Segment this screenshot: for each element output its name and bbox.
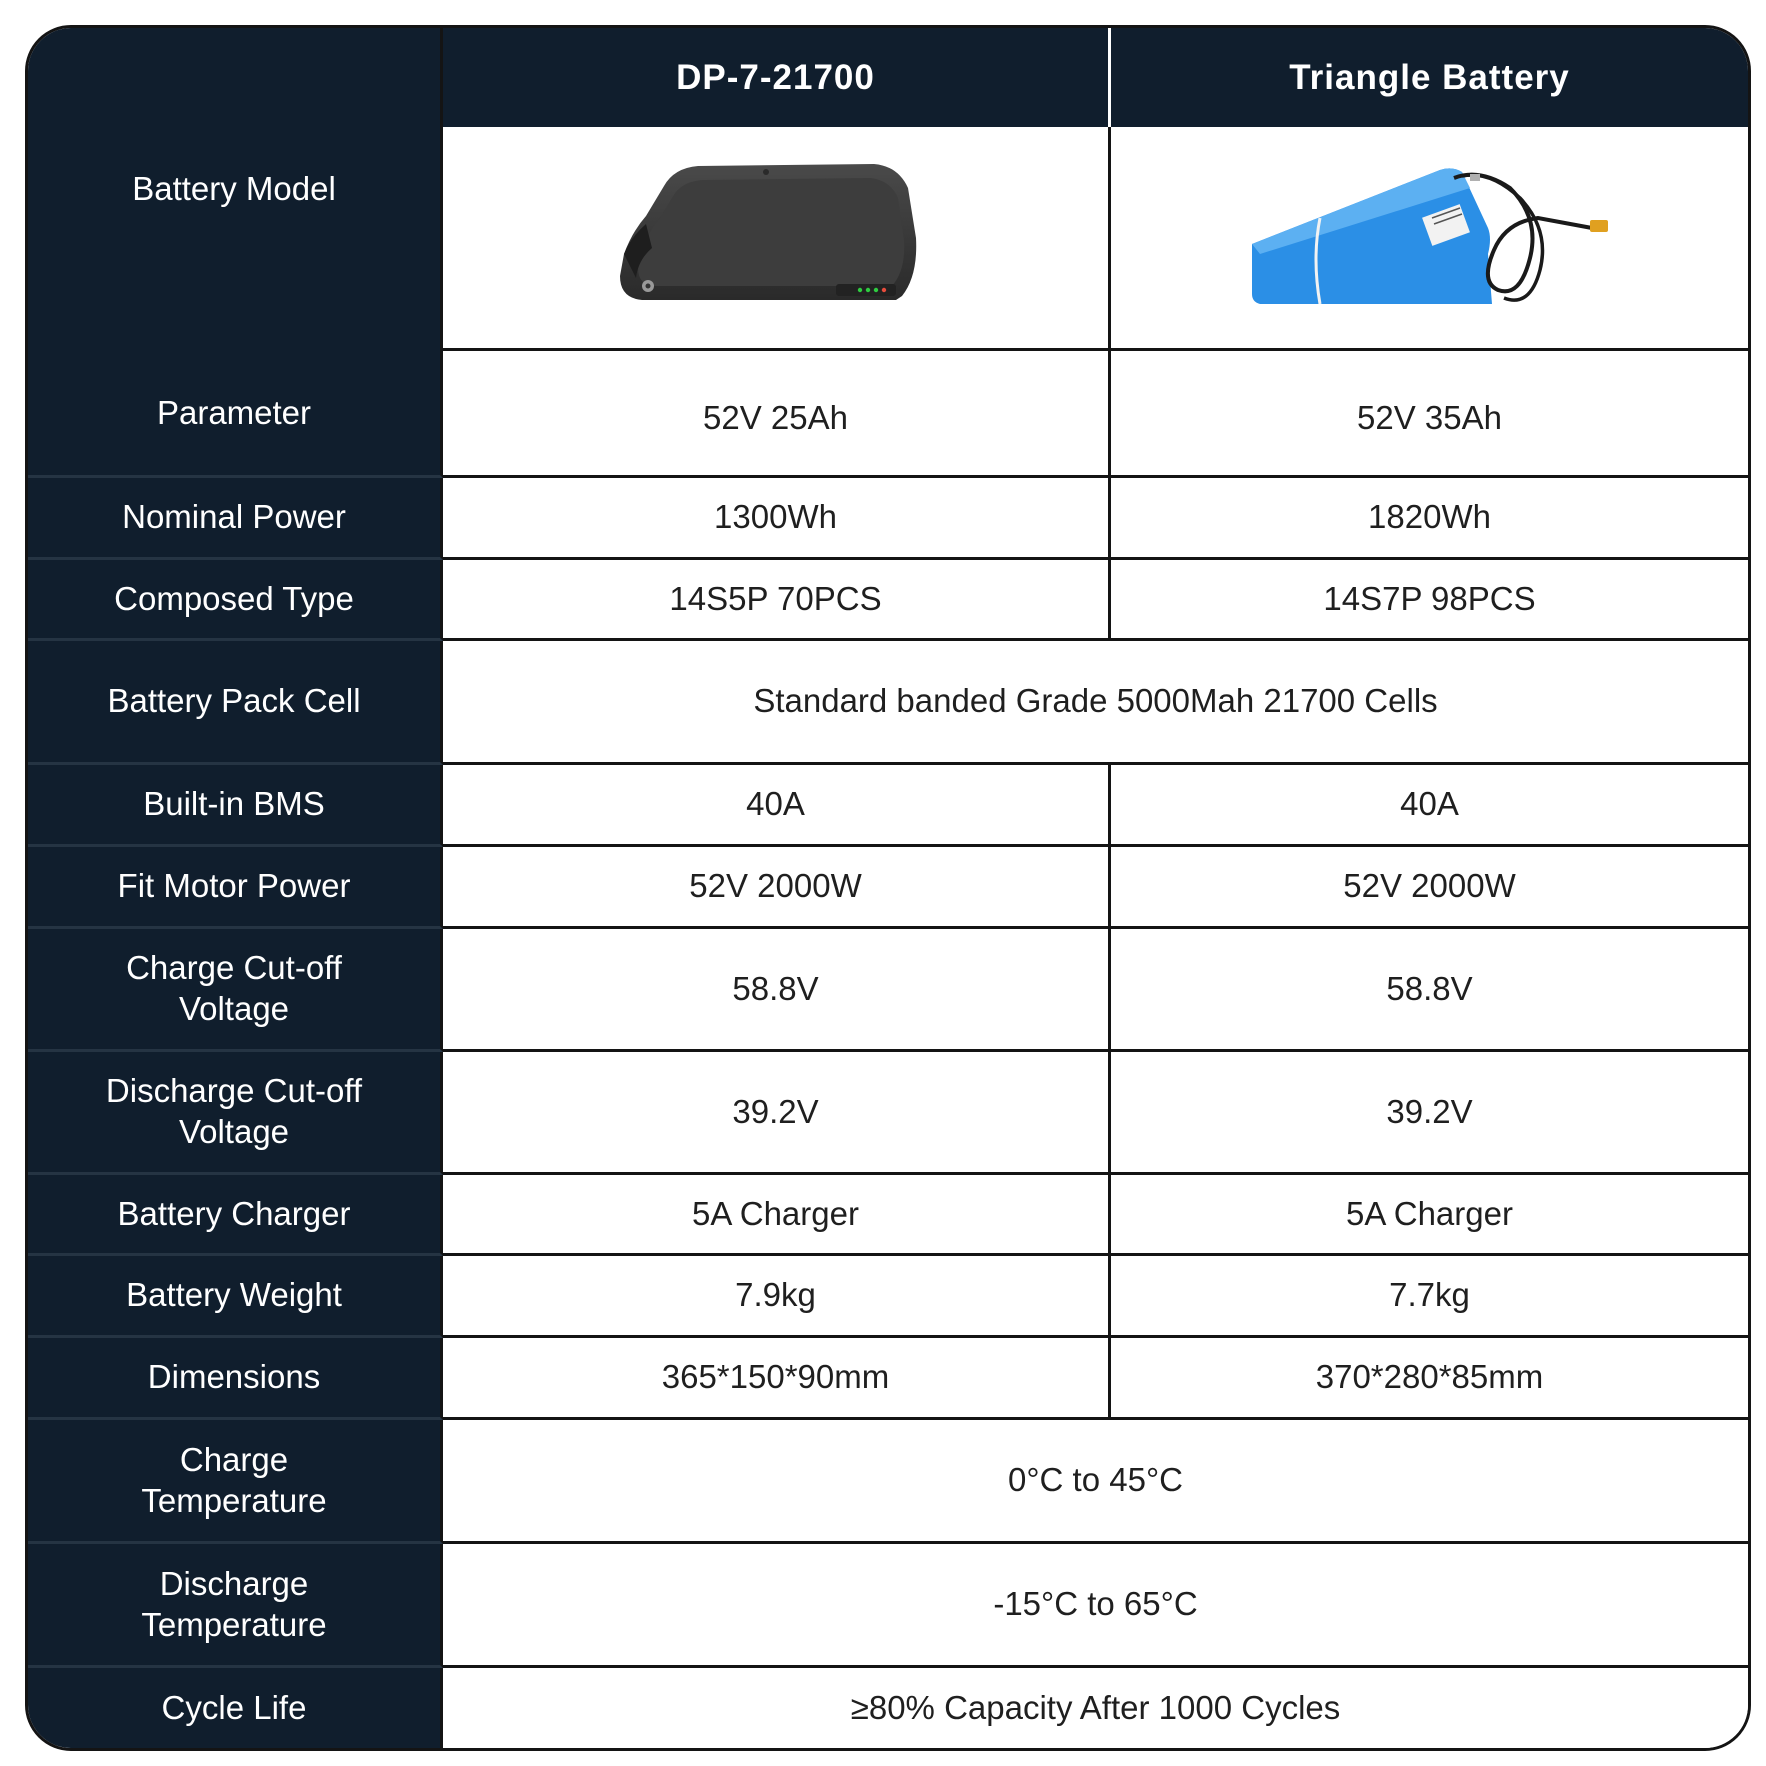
row-label-fit-motor-power: Fit Motor Power <box>28 847 443 929</box>
downtube-battery-icon <box>616 158 936 318</box>
column-header-dp-7-21700: DP-7-21700 <box>443 28 1111 127</box>
triangle-battery-image-cell <box>1111 127 1748 351</box>
parameter-value-2: 52V 35Ah <box>1111 351 1748 478</box>
row-label-battery-pack-cell: Battery Pack Cell <box>28 641 443 765</box>
spec-comparison-table <box>25 25 1751 1751</box>
spec-grid <box>28 28 1748 1748</box>
built-in-bms-value-1: 40A <box>443 765 1111 847</box>
charge-temperature-value: 0°C to 45°C <box>443 1420 1748 1544</box>
composed-type-value-2: 14S7P 98PCS <box>1111 560 1748 641</box>
charge-cut-off-voltage-value-1: 58.8V <box>443 929 1111 1052</box>
downtube-battery-image-cell <box>443 127 1111 351</box>
row-label-battery-charger: Battery Charger <box>28 1175 443 1256</box>
dimensions-value-1: 365*150*90mm <box>443 1338 1111 1420</box>
battery-weight-value-1: 7.9kg <box>443 1256 1111 1338</box>
fit-motor-power-value-2: 52V 2000W <box>1111 847 1748 929</box>
charge-cut-off-voltage-value-2: 58.8V <box>1111 929 1748 1052</box>
row-label-nominal-power: Nominal Power <box>28 478 443 560</box>
row-label-composed-type: Composed Type <box>28 560 443 641</box>
nominal-power-value-1: 1300Wh <box>443 478 1111 560</box>
fit-motor-power-value-1: 52V 2000W <box>443 847 1111 929</box>
discharge-cut-off-voltage-value-1: 39.2V <box>443 1052 1111 1175</box>
nominal-power-value-2: 1820Wh <box>1111 478 1748 560</box>
built-in-bms-value-2: 40A <box>1111 765 1748 847</box>
row-label-battery-model: Battery Model <box>28 28 443 351</box>
row-label-discharge-cut-off-voltage: Discharge Cut-off Voltage <box>28 1052 443 1175</box>
discharge-temperature-value: -15°C to 65°C <box>443 1544 1748 1668</box>
row-label-charge-temperature: Charge Temperature <box>28 1420 443 1544</box>
cycle-life-value: ≥80% Capacity After 1000 Cycles <box>443 1668 1748 1748</box>
discharge-cut-off-voltage-value-2: 39.2V <box>1111 1052 1748 1175</box>
row-label-charge-cut-off-voltage: Charge Cut-off Voltage <box>28 929 443 1052</box>
dimensions-value-2: 370*280*85mm <box>1111 1338 1748 1420</box>
row-label-parameter: Parameter <box>28 351 443 478</box>
column-header-triangle-battery: Triangle Battery <box>1111 28 1748 127</box>
row-label-built-in-bms: Built-in BMS <box>28 765 443 847</box>
battery-charger-value-1: 5A Charger <box>443 1175 1111 1256</box>
row-label-dimensions: Dimensions <box>28 1338 443 1420</box>
row-label-cycle-life: Cycle Life <box>28 1668 443 1748</box>
parameter-value-1: 52V 25Ah <box>443 351 1111 478</box>
battery-pack-cell-value: Standard banded Grade 5000Mah 21700 Cells <box>443 641 1748 765</box>
row-label-discharge-temperature: Discharge Temperature <box>28 1544 443 1668</box>
battery-weight-value-2: 7.7kg <box>1111 1256 1748 1338</box>
triangle-battery-icon <box>1240 158 1620 318</box>
battery-charger-value-2: 5A Charger <box>1111 1175 1748 1256</box>
composed-type-value-1: 14S5P 70PCS <box>443 560 1111 641</box>
row-label-battery-weight: Battery Weight <box>28 1256 443 1338</box>
